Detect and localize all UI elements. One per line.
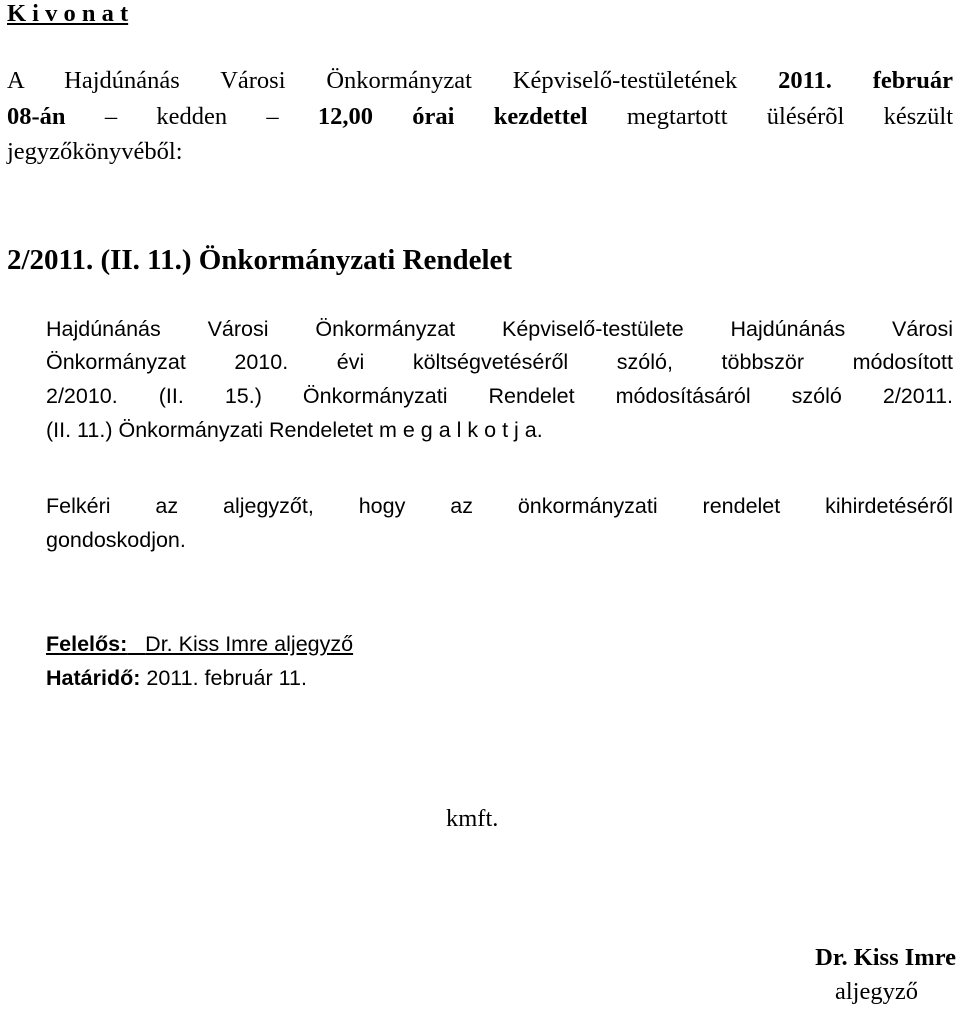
kmft-text: kmft. — [446, 805, 499, 832]
responsible-row — [46, 628, 353, 660]
intro-line-2 — [7, 101, 953, 133]
intro-line-1 — [7, 65, 953, 97]
decree-body-line-3: 2/2010. (II. 15.) Önkormányzati Rendelet módosításáról szóló 2/2011. — [46, 384, 953, 408]
intro-line-3: jegyzőkönyvéből: — [7, 138, 183, 165]
signer-title: aljegyző — [835, 978, 918, 1005]
decree-body-line-1: Hajdúnánás Városi Önkormányzat Képviselő-testülete Hajdúnánás Városi — [46, 317, 953, 341]
intro-line-2-text: megtartott ülésérõl készült — [626, 103, 954, 130]
decree-title: 2/2011. (II. 11.) Önkormányzati Rendelet — [7, 244, 513, 276]
decree-body-line-2: Önkormányzat 2010. évi költségvetéséről szóló, többször módosított — [46, 350, 953, 374]
deadline-label: Határidő: — [46, 666, 141, 690]
intro-date-bold: 2011. február — [778, 67, 953, 94]
intro-time-bold: 12,00 órai kezdettel — [317, 103, 588, 130]
request-line-2: gondoskodjon. — [46, 528, 186, 552]
document-title: K i v o n a t — [7, 0, 129, 27]
request-line-1: Felkéri az aljegyzőt, hogy az önkormányzati rendelet kihirdetéséről — [46, 494, 953, 518]
signer-name: Dr. Kiss Imre — [815, 944, 956, 971]
intro-weekday: kedden — [156, 103, 228, 130]
intro-dash-2: – — [266, 103, 279, 130]
intro-line-1-text: A Hajdúnánás Városi Önkormányzat Képviselő-testületének — [7, 67, 779, 94]
intro-date-day: 08-án — [7, 103, 66, 130]
responsible-label: Felelős: — [46, 632, 128, 656]
responsible-value: Dr. Kiss Imre aljegyző — [145, 632, 354, 656]
deadline-row — [46, 662, 307, 694]
intro-dash-1: – — [104, 103, 118, 130]
decree-body-line-4: (II. 11.) Önkormányzati Rendeletet m e g a l k o t j a. — [46, 418, 543, 442]
deadline-value: 2011. február 11. — [146, 666, 307, 690]
